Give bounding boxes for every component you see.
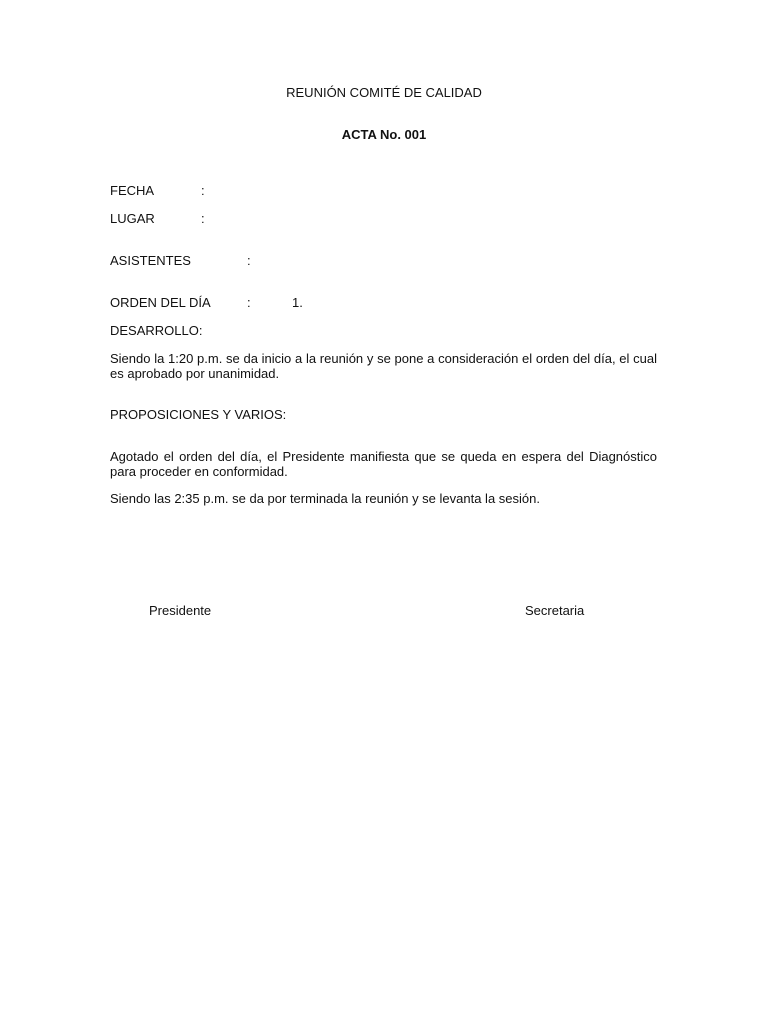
proposiciones-heading: PROPOSICIONES Y VARIOS:	[110, 407, 287, 422]
signature-secretaria: Secretaria	[525, 603, 585, 618]
desarrollo-paragraph: Siendo la 1:20 p.m. se da inicio a la reunión y se pone a consideración el orden del día, el cual es aprobado por unanimidad.	[110, 351, 657, 381]
field-label-orden: ORDEN DEL DÍA	[110, 295, 211, 310]
field-separator-asistentes: :	[247, 253, 251, 268]
field-separator-fecha: :	[201, 183, 205, 198]
field-separator-orden: :	[247, 295, 251, 310]
signature-presidente: Presidente	[149, 603, 212, 618]
field-value-orden: 1.	[292, 295, 303, 310]
field-label-asistentes: ASISTENTES	[110, 253, 191, 268]
desarrollo-heading: DESARROLLO:	[110, 323, 203, 338]
document-title: REUNIÓN COMITÉ DE CALIDAD	[286, 85, 482, 100]
proposiciones-paragraph: Agotado el orden del día, el Presidente manifiesta que se queda en espera del Diagnóstico para proceder en conformidad.	[110, 449, 657, 479]
cierre-paragraph: Siendo las 2:35 p.m. se da por terminada la reunión y se levanta la sesión.	[110, 491, 540, 506]
field-label-lugar: LUGAR	[110, 211, 155, 226]
field-label-fecha: FECHA	[110, 183, 155, 198]
field-separator-lugar: :	[201, 211, 205, 226]
document-subtitle: ACTA No. 001	[341, 127, 427, 142]
